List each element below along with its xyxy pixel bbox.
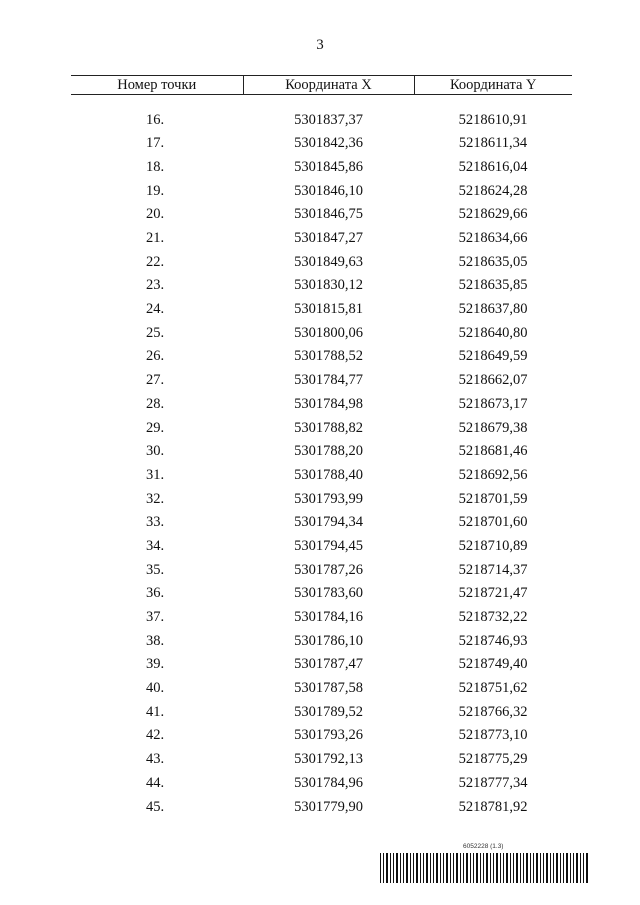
table-row (71, 748, 572, 772)
table-row (71, 132, 572, 156)
coordinate-x-cell: 5301849,63 (294, 253, 363, 270)
coordinate-x-cell: 5301794,45 (294, 537, 363, 554)
coordinate-y-cell: 5218624,28 (458, 182, 528, 199)
barcode-block (380, 843, 590, 883)
coordinate-x-cell: 5301815,81 (294, 301, 363, 318)
coordinate-y-cell: 5218635,85 (458, 277, 528, 294)
coordinate-x-cell: 5301794,34 (294, 514, 363, 531)
table-row (71, 298, 572, 322)
point-number-cell: 40. (145, 680, 165, 697)
coordinate-x-cell: 5301788,40 (294, 466, 363, 483)
point-number-cell: 32. (145, 490, 165, 507)
point-number-cell: 18. (145, 158, 165, 175)
point-number-cell: 43. (145, 751, 165, 768)
header-coordinate-x: Координата X (243, 76, 414, 95)
table-body (71, 95, 572, 819)
coordinate-x-cell: 5301788,52 (294, 348, 363, 365)
barcode-image (380, 853, 590, 883)
point-number-cell: 26. (145, 348, 165, 365)
point-number-cell: 28. (145, 395, 165, 412)
coordinate-y-cell: 5218777,34 (458, 774, 528, 791)
coordinate-y-cell: 5218766,32 (458, 703, 528, 720)
barcode-caption: 6052228 (1.3) (463, 843, 504, 850)
coordinate-x-cell: 5301788,82 (294, 419, 363, 436)
coordinate-y-cell: 5218721,47 (458, 585, 528, 602)
table-row (71, 274, 572, 298)
coordinate-x-cell: 5301792,13 (294, 751, 363, 768)
coordinate-x-cell: 5301788,20 (294, 443, 363, 460)
point-number-cell: 34. (145, 537, 165, 554)
coordinate-x-cell: 5301793,99 (294, 490, 363, 507)
point-number-cell: 23. (145, 277, 165, 294)
table-row (71, 108, 572, 132)
coordinate-x-cell: 5301779,90 (294, 798, 363, 815)
point-number-cell: 36. (145, 585, 165, 602)
coordinate-x-cell: 5301789,52 (294, 703, 363, 720)
table-row (71, 155, 572, 179)
table-spacer (71, 95, 572, 109)
coordinate-y-cell: 5218710,89 (458, 537, 528, 554)
coordinate-x-cell: 5301787,47 (294, 656, 363, 673)
coordinate-x-cell: 5301793,26 (294, 727, 363, 744)
point-number-cell: 17. (145, 135, 165, 152)
coordinate-x-cell: 5301842,36 (294, 135, 363, 152)
coordinate-y-cell: 5218732,22 (458, 609, 528, 626)
coordinate-x-cell: 5301787,26 (294, 561, 363, 578)
table-row (71, 582, 572, 606)
table-row (71, 345, 572, 369)
coordinate-x-cell: 5301784,77 (294, 372, 363, 389)
coordinate-y-cell: 5218714,37 (458, 561, 528, 578)
table-row (71, 653, 572, 677)
table-row (71, 226, 572, 250)
table-row (71, 179, 572, 203)
coordinate-y-cell: 5218640,80 (458, 324, 528, 341)
coordinate-y-cell: 5218610,91 (458, 111, 528, 128)
point-number-cell: 44. (145, 774, 165, 791)
coordinate-y-cell: 5218679,38 (458, 419, 528, 436)
coordinate-y-cell: 5218701,59 (458, 490, 528, 507)
point-number-cell: 22. (145, 253, 165, 270)
point-number-cell: 41. (145, 703, 165, 720)
coordinate-y-cell: 5218634,66 (458, 230, 528, 247)
coordinate-x-cell: 5301786,10 (294, 632, 363, 649)
coordinate-y-cell: 5218637,80 (458, 301, 528, 318)
table-row (71, 416, 572, 440)
coordinate-x-cell: 5301846,10 (294, 182, 363, 199)
table-row (71, 369, 572, 393)
coordinates-table (71, 75, 572, 819)
point-number-cell: 37. (145, 609, 165, 626)
coordinate-x-cell: 5301830,12 (294, 277, 363, 294)
coordinate-x-cell: 5301787,58 (294, 680, 363, 697)
table-row (71, 392, 572, 416)
point-number-cell: 25. (145, 324, 165, 341)
coordinate-x-cell: 5301845,86 (294, 158, 363, 175)
point-number-cell: 20. (145, 206, 165, 223)
coordinate-x-cell: 5301837,37 (294, 111, 363, 128)
coordinate-y-cell: 5218692,56 (458, 466, 528, 483)
coordinate-y-cell: 5218611,34 (458, 135, 528, 152)
coordinate-x-cell: 5301846,75 (294, 206, 363, 223)
coordinate-y-cell: 5218673,17 (458, 395, 528, 412)
coordinate-x-cell: 5301783,60 (294, 585, 363, 602)
header-point-number: Номер точки (71, 76, 243, 95)
point-number-cell: 42. (145, 727, 165, 744)
point-number-cell: 38. (145, 632, 165, 649)
page-number: 3 (316, 37, 324, 53)
table-row (71, 463, 572, 487)
table-row (71, 511, 572, 535)
table-row (71, 700, 572, 724)
coordinate-y-cell: 5218746,93 (458, 632, 528, 649)
table-row (71, 795, 572, 819)
coordinate-y-cell: 5218781,92 (458, 798, 528, 815)
table-row (71, 250, 572, 274)
coordinate-y-cell: 5218773,10 (458, 727, 528, 744)
coordinate-x-cell: 5301800,06 (294, 324, 363, 341)
point-number-cell: 33. (145, 514, 165, 531)
point-number-cell: 29. (145, 419, 165, 436)
coordinate-y-cell: 5218775,29 (458, 751, 528, 768)
table-row (71, 558, 572, 582)
coordinate-y-cell: 5218751,62 (458, 680, 528, 697)
point-number-cell: 27. (145, 372, 165, 389)
point-number-cell: 31. (145, 466, 165, 483)
point-number-cell: 21. (145, 230, 165, 247)
table-row (71, 724, 572, 748)
table-header-row (71, 76, 572, 95)
coordinate-x-cell: 5301847,27 (294, 230, 363, 247)
point-number-cell: 24. (145, 301, 165, 318)
point-number-cell: 16. (145, 111, 165, 128)
coordinate-y-cell: 5218681,46 (458, 443, 528, 460)
point-number-cell: 45. (145, 798, 165, 815)
point-number-cell: 30. (145, 443, 165, 460)
table-row (71, 440, 572, 464)
coordinate-y-cell: 5218629,66 (458, 206, 528, 223)
point-number-cell: 39. (145, 656, 165, 673)
table-row (71, 534, 572, 558)
coordinate-x-cell: 5301784,98 (294, 395, 363, 412)
coordinate-x-cell: 5301784,96 (294, 774, 363, 791)
table-row (71, 321, 572, 345)
coordinate-y-cell: 5218635,05 (458, 253, 528, 270)
table-row (71, 629, 572, 653)
point-number-cell: 19. (145, 182, 165, 199)
table-row (71, 677, 572, 701)
table-row (71, 605, 572, 629)
coordinate-y-cell: 5218749,40 (458, 656, 528, 673)
coordinate-y-cell: 5218616,04 (458, 158, 528, 175)
table-row (71, 771, 572, 795)
table-row (71, 203, 572, 227)
coordinate-y-cell: 5218662,07 (458, 372, 528, 389)
table-row (71, 487, 572, 511)
coordinate-y-cell: 5218701,60 (458, 514, 528, 531)
header-coordinate-y: Координата Y (414, 76, 572, 95)
coordinate-y-cell: 5218649,59 (458, 348, 528, 365)
point-number-cell: 35. (145, 561, 165, 578)
coordinate-x-cell: 5301784,16 (294, 609, 363, 626)
